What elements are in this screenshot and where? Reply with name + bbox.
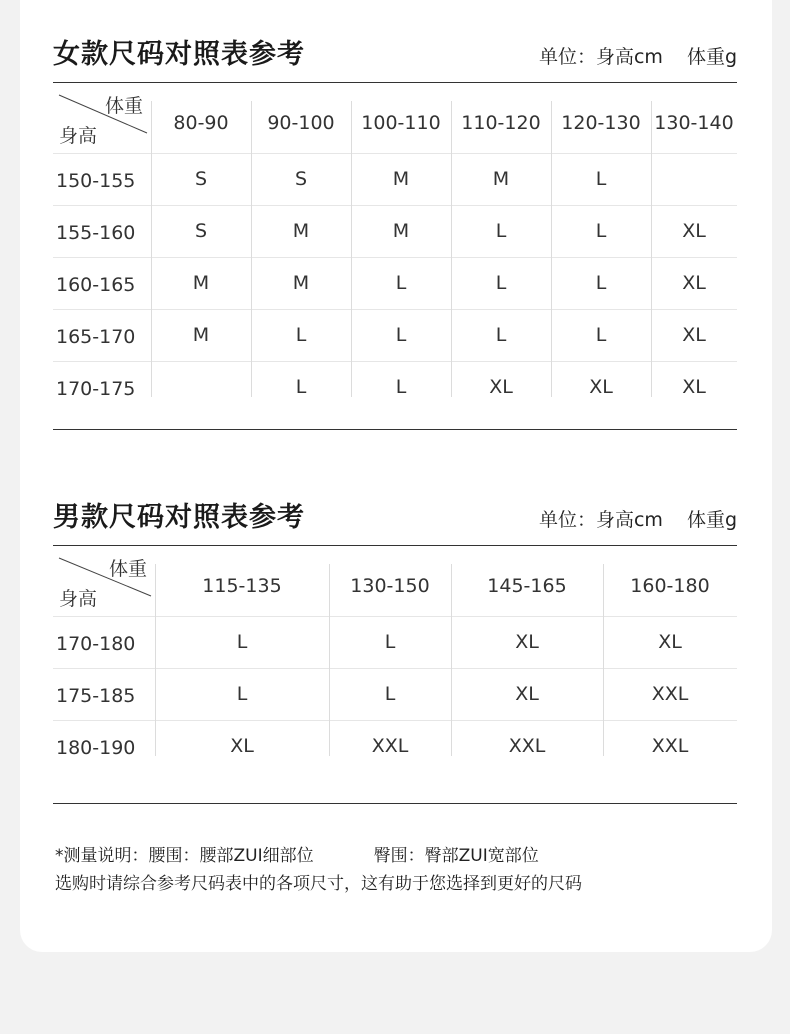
women-table-row <box>53 153 737 205</box>
men-weight-header: 115-135 <box>202 575 282 597</box>
men-size-table <box>53 546 737 772</box>
women-row-divider <box>53 257 737 258</box>
women-unit-weight: 体重g <box>686 46 737 68</box>
men-corner-cell <box>53 546 155 616</box>
men-size-cell: L <box>384 683 396 705</box>
women-size-table <box>53 83 737 413</box>
women-size-cell: XL <box>682 324 706 346</box>
women-size-cell: L <box>495 324 507 346</box>
women-row-divider <box>53 309 737 310</box>
women-size-cell: L <box>295 324 307 346</box>
men-size-section <box>53 495 737 759</box>
women-size-cell: XL <box>682 376 706 398</box>
men-height-cell: 170-180 <box>56 633 136 655</box>
hip-note: 臀围：臀部ZUI宽部位 <box>373 846 539 866</box>
women-column-divider <box>551 101 552 397</box>
women-corner-weight-label: 体重 <box>105 95 144 117</box>
men-size-cell: XL <box>658 631 682 653</box>
men-size-cell: XL <box>515 683 539 705</box>
men-weight-header: 145-165 <box>487 575 567 597</box>
women-size-cell: M <box>192 272 210 294</box>
women-row-divider <box>53 361 737 362</box>
women-column-divider <box>351 101 352 397</box>
women-size-section <box>53 32 737 400</box>
women-height-cell: 165-170 <box>56 326 136 348</box>
men-unit-label <box>539 505 737 532</box>
women-size-cell: L <box>595 324 607 346</box>
women-size-cell: XL <box>682 220 706 242</box>
women-size-cell: L <box>595 168 607 190</box>
women-size-cell: S <box>194 168 208 190</box>
women-size-cell: L <box>495 220 507 242</box>
women-table-row <box>53 257 737 309</box>
men-size-cell: XXL <box>651 683 689 705</box>
women-corner-height-label: 身高 <box>59 125 98 147</box>
women-height-cell: 155-160 <box>56 222 136 244</box>
women-weight-header: 80-90 <box>173 112 229 134</box>
women-size-cell: M <box>392 220 410 242</box>
women-size-cell: M <box>192 324 210 346</box>
men-size-cell: XXL <box>508 735 546 757</box>
women-size-cell: M <box>392 168 410 190</box>
notes-line-2: 选购时请综合参考尺码表中的各项尺寸，这有助于您选择到更好的尺码 <box>55 874 582 894</box>
men-size-cell: XXL <box>371 735 409 757</box>
men-column-divider <box>603 564 604 756</box>
women-size-cell: XL <box>589 376 613 398</box>
women-corner-cell <box>53 83 151 153</box>
women-table-row <box>53 205 737 257</box>
women-weight-header: 100-110 <box>361 112 441 134</box>
women-size-cell: S <box>194 220 208 242</box>
waist-note: *测量说明：腰围：腰部ZUI细部位 <box>55 846 314 866</box>
women-table-row <box>53 309 737 361</box>
men-corner-height-label: 身高 <box>59 588 98 610</box>
women-weight-header: 120-130 <box>561 112 641 134</box>
measurement-notes <box>55 842 582 898</box>
men-column-divider <box>329 564 330 756</box>
women-size-cell <box>151 361 251 413</box>
men-size-cell: L <box>384 631 396 653</box>
men-bottom-rule <box>53 803 737 804</box>
notes-line-1 <box>55 842 582 870</box>
women-size-cell <box>651 153 737 205</box>
men-weight-header: 160-180 <box>630 575 710 597</box>
men-size-cell: L <box>236 683 248 705</box>
men-header-row <box>155 546 737 616</box>
men-size-cell: XXL <box>651 735 689 757</box>
women-column-divider <box>651 101 652 397</box>
men-title: 男款尺码对照表参考 <box>53 502 305 533</box>
women-column-divider <box>151 101 152 397</box>
women-size-cell: L <box>395 272 407 294</box>
women-size-cell: M <box>292 272 310 294</box>
women-bottom-rule <box>53 429 737 430</box>
women-size-cell: XL <box>489 376 513 398</box>
men-height-cell: 175-185 <box>56 685 136 707</box>
women-height-cell: 170-175 <box>56 378 136 400</box>
men-height-cell: 180-190 <box>56 737 136 759</box>
men-size-cell: XL <box>515 631 539 653</box>
women-column-divider <box>451 101 452 397</box>
women-weight-header: 110-120 <box>461 112 541 134</box>
women-size-cell: L <box>595 272 607 294</box>
women-height-cell: 150-155 <box>56 170 136 192</box>
women-row-divider <box>53 205 737 206</box>
men-column-divider <box>451 564 452 756</box>
men-size-cell: XL <box>230 735 254 757</box>
women-header-row <box>151 83 737 153</box>
women-size-cell: L <box>395 324 407 346</box>
men-size-cell: L <box>236 631 248 653</box>
women-size-cell: M <box>492 168 510 190</box>
women-size-cell: L <box>595 220 607 242</box>
women-row-divider <box>53 153 737 154</box>
men-column-divider <box>155 564 156 756</box>
women-size-cell: M <box>292 220 310 242</box>
women-unit-label <box>539 42 737 69</box>
men-weight-header: 130-150 <box>350 575 430 597</box>
women-size-cell: L <box>295 376 307 398</box>
women-size-cell: XL <box>682 272 706 294</box>
women-size-cell: L <box>395 376 407 398</box>
women-table-row <box>53 361 737 413</box>
men-corner-weight-label: 体重 <box>109 558 148 580</box>
women-weight-header: 130-140 <box>654 112 734 134</box>
women-weight-header: 90-100 <box>267 112 335 134</box>
women-size-cell: L <box>495 272 507 294</box>
women-unit-height: 单位：身高cm <box>538 46 663 68</box>
men-unit-height: 单位：身高cm <box>538 509 663 531</box>
women-title: 女款尺码对照表参考 <box>53 39 305 70</box>
men-unit-weight: 体重g <box>686 509 737 531</box>
women-height-cell: 160-165 <box>56 274 136 296</box>
women-size-cell: S <box>294 168 308 190</box>
women-column-divider <box>251 101 252 397</box>
